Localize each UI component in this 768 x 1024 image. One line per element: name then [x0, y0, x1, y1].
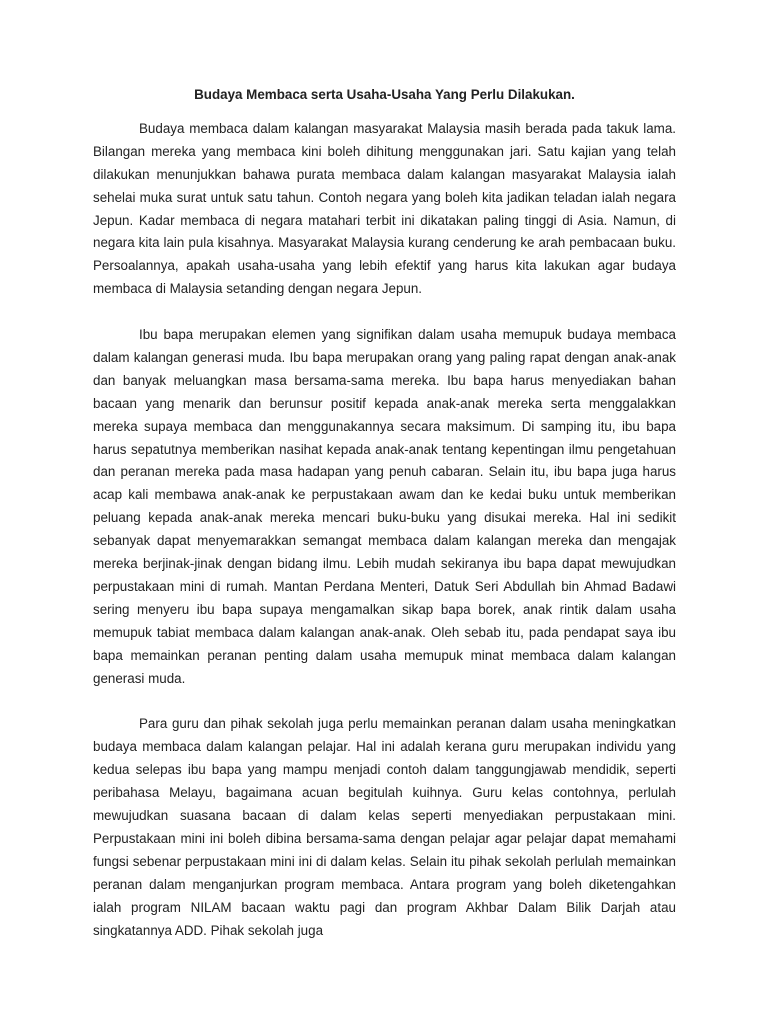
paragraph-introduction: Budaya membaca dalam kalangan masyarakat Malaysia masih berada pada takuk lama. Bilangan mereka yang membaca kini boleh dihitung menggunakan jari. Satu kajian yang telah dilakukan menunjukkan bahawa purata membaca dalam kalangan masyarakat Malaysia ialah sehelai muka surat untuk satu tahun. Contoh negara yang boleh kita jadikan teladan ialah negara Jepun. Kadar membaca di negara matahari terbit ini dikatakan paling tinggi di Asia. Namun, di negara kita lain pula kisahnya. Masyarakat Malaysia kurang cenderung ke arah pembacaan buku. Persoalannya, apakah usaha-usaha yang lebih efektif yang harus kita lakukan agar budaya membaca di Malaysia setanding dengan negara Jepun.	[93, 120, 676, 297]
paragraph-parents: Ibu bapa merupakan elemen yang signifikan dalam usaha memupuk budaya membaca dalam kalangan generasi muda. Ibu bapa merupakan orang yang paling rapat dengan anak-anak dan banyak meluangkan masa bersama-sama mereka. Ibu bapa harus menyediakan bahan bacaan yang menarik dan berunsur positif kepada anak-anak mereka serta menggalakkan mereka supaya membaca dan menggunakannya secara maksimum. Di samping itu, ibu bapa harus sepatutnya memberikan nasihat kepada anak-anak tentang kepentingan ilmu pengetahuan dan peranan mereka pada masa hadapan yang penuh cabaran. Selain itu, ibu bapa juga harus acap kali membawa anak-anak ke perpustakaan awam dan ke kedai buku untuk memberikan peluang kepada anak-anak mereka mencari buku-buku yang disukai mereka. Hal ini sedikit sebanyak dapat menyemarakkan semangat membaca dalam kalangan mereka dan mengajak mereka berjinak-jinak dengan bidang ilmu. Lebih mudah sekiranya ibu bapa dapat mewujudkan perpustakaan mini di rumah. Mantan Perdana Menteri, Datuk Seri Abdullah bin Ahmad Badawi sering menyeru ibu bapa supaya mengamalkan sikap bapa borek, anak rintik dalam usaha memupuk tabiat membaca dalam kalangan anak-anak. Oleh sebab itu, pada pendapat saya ibu bapa memainkan peranan penting dalam usaha memupuk minat membaca dalam kalangan generasi muda.	[93, 327, 676, 686]
document-title: Budaya Membaca serta Usaha-Usaha Yang Perlu Dilakukan.	[194, 87, 575, 102]
paragraph-teachers: Para guru dan pihak sekolah juga perlu memainkan peranan dalam usaha meningkatkan budaya membaca dalam kalangan pelajar. Hal ini adalah kerana guru merupakan individu yang kedua selepas ibu bapa yang mampu menjadi contoh dalam tanggungjawab mendidik, seperti peribahasa Melayu, bagaimana acuan begitulah kuihnya. Guru kelas contohnya, perlulah mewujudkan suasana bacaan di dalam kelas seperti menyediakan perpustakaan mini. Perpustakaan mini ini boleh dibina bersama-sama dengan pelajar agar pelajar dapat memahami fungsi sebenar perpustakaan mini ini di dalam kelas. Selain itu pihak sekolah perlulah memainkan peranan dalam menganjurkan program membaca. Antara program yang boleh diketengahkan ialah program NILAM bacaan waktu pagi dan program Akhbar Dalam Bilik Darjah atau singkatannya ADD. Pihak sekolah juga	[93, 716, 676, 938]
